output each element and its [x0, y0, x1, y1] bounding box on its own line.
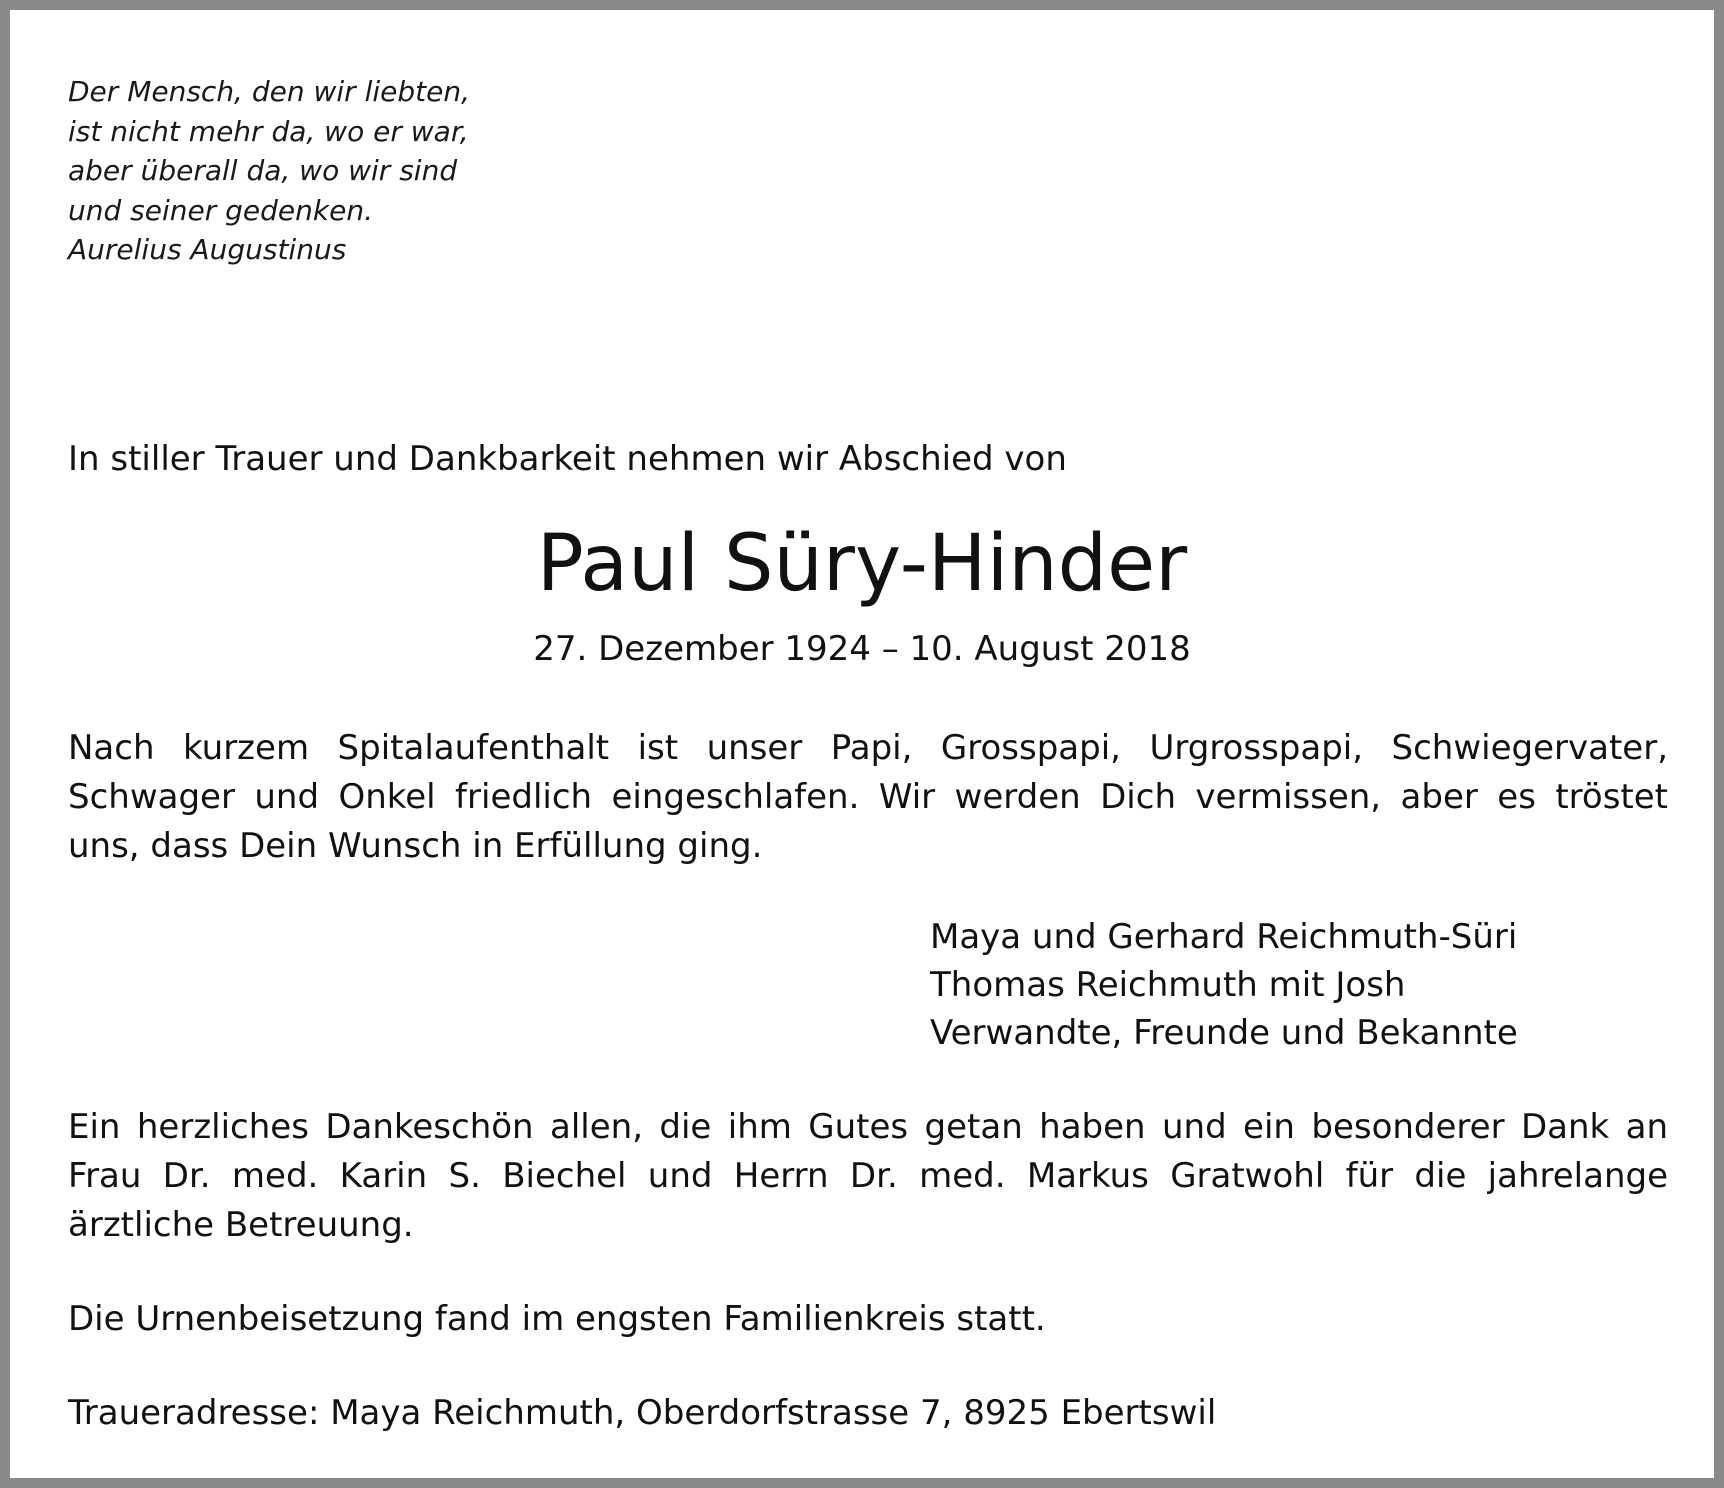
quote-author: Aurelius Augustinus [68, 233, 347, 266]
mourner-entry: Maya und Gerhard Reichmuth-Süri [930, 917, 1518, 957]
thanks-line: ärztliche Betreuung. [68, 1205, 414, 1245]
memorial-quote [68, 72, 470, 270]
message-line: uns, dass Dein Wunsch in Erfüllung ging. [68, 826, 763, 866]
mourners-list [930, 913, 1518, 1057]
thanks-paragraph [68, 1103, 1668, 1250]
intro-text: In stiller Trauer und Dankbarkeit nehmen wir Abschied von [68, 439, 1067, 479]
message-paragraph [68, 724, 1668, 871]
thanks-line: Frau Dr. med. Karin S. Biechel und Herrn Dr. med. Markus Gratwohl für die jahrelange [68, 1156, 1668, 1196]
life-dates: 27. Dezember 1924 – 10. August 2018 [533, 629, 1191, 669]
deceased-name: Paul Süry-Hinder [536, 519, 1188, 609]
mourning-address: Traueradresse: Maya Reichmuth, Oberdorfstrasse 7, 8925 Ebertswil [68, 1393, 1217, 1433]
quote-line: aber überall da, wo wir sind [68, 154, 458, 187]
quote-line: Der Mensch, den wir liebten, [68, 75, 471, 108]
message-line: Nach kurzem Spitalaufenthalt ist unser Papi, Grosspapi, Urgrosspapi, Schwiegervater, [68, 728, 1668, 768]
mourner-entry: Verwandte, Freunde und Bekannte [930, 1013, 1518, 1053]
mourner-entry: Thomas Reichmuth mit Josh [930, 965, 1406, 1005]
thanks-line: Ein herzliches Dankeschön allen, die ihm Gutes getan haben und ein besonderer Dank an [68, 1107, 1668, 1147]
quote-line: ist nicht mehr da, wo er war, [68, 114, 469, 148]
quote-line: und seiner gedenken. [68, 193, 373, 227]
message-line: Schwager und Onkel friedlich eingeschlafen. Wir werden Dich vermissen, aber es tröstet [68, 777, 1668, 817]
burial-note: Die Urnenbeisetzung fand im engsten Familienkreis statt. [68, 1299, 1046, 1339]
